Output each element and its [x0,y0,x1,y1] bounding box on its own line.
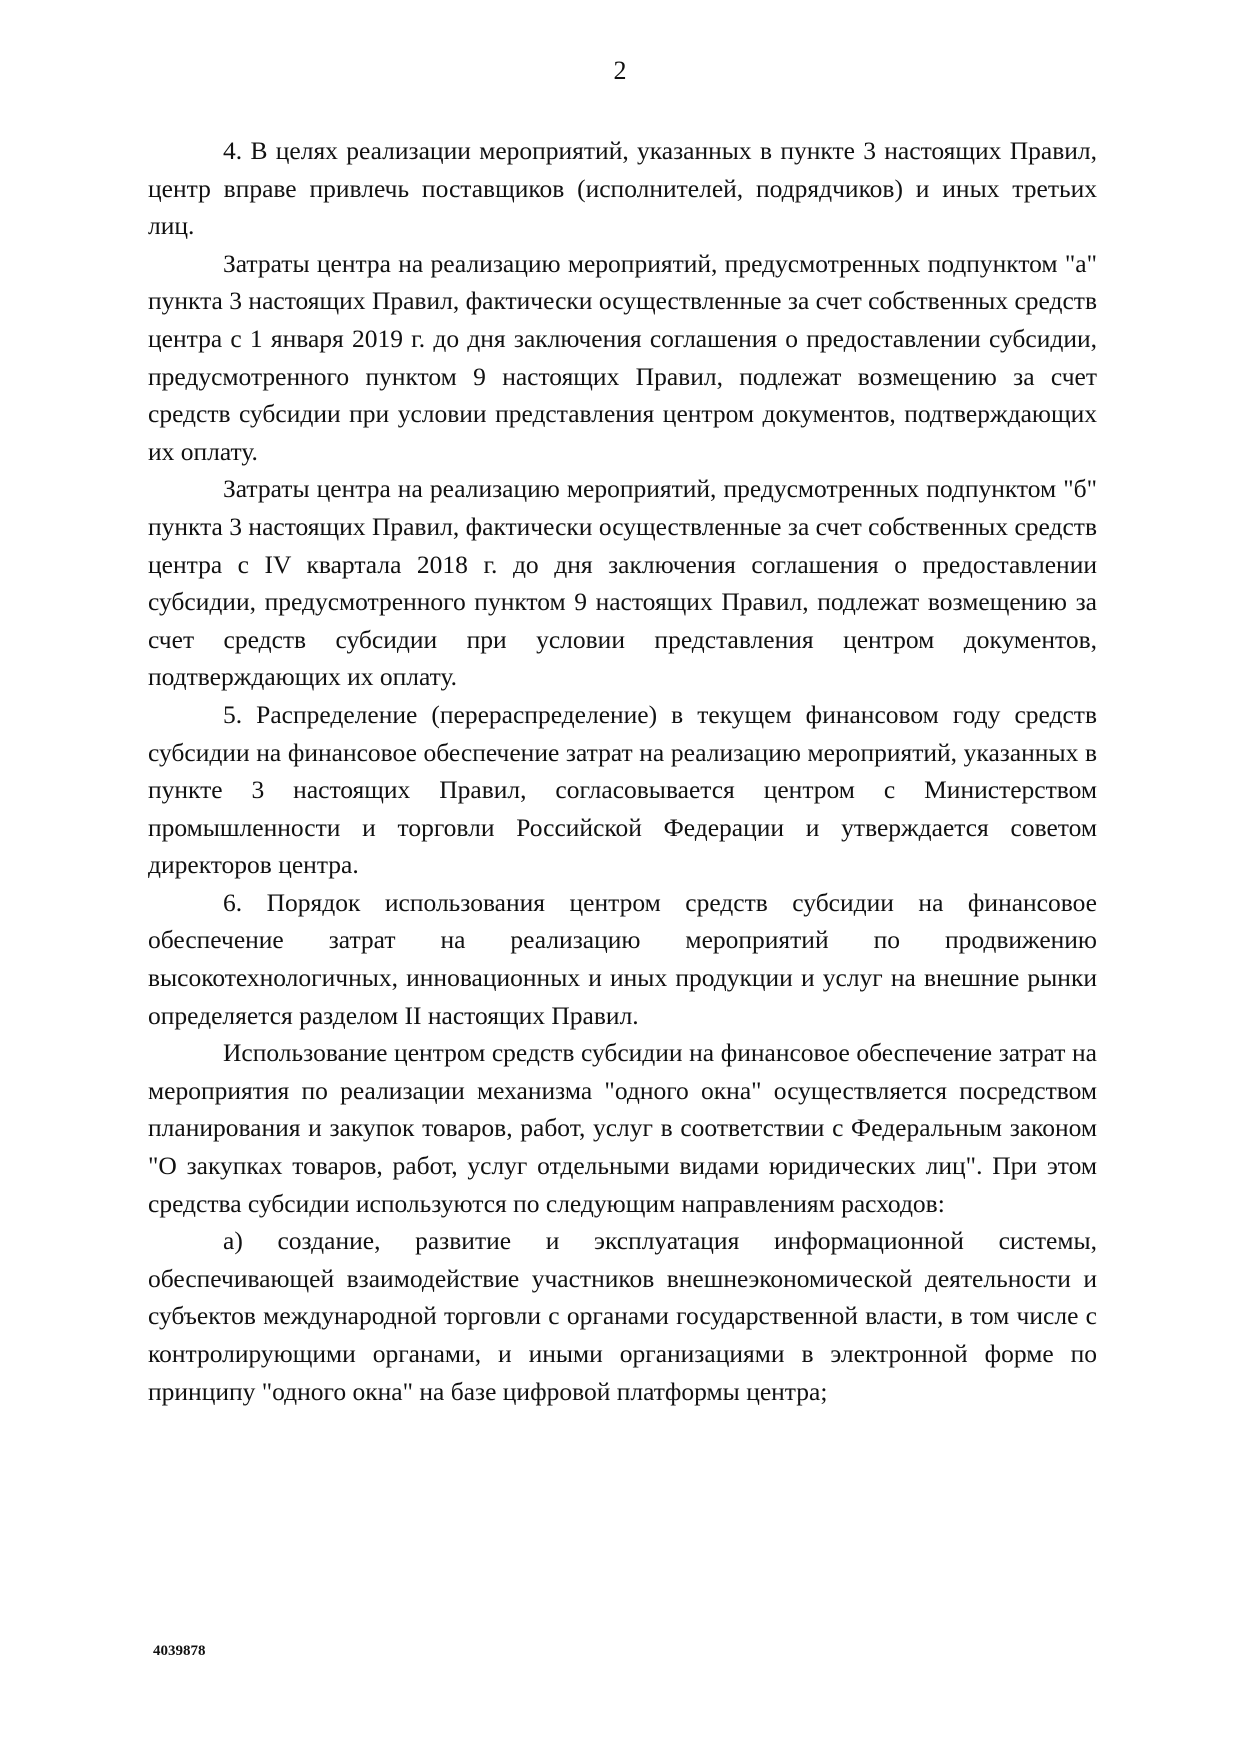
paragraph-costs-subpoint-b: Затраты центра на реализацию мероприятий, предусмотренных подпунктом "б" пункта 3 настоящих Правил, фактически осуществленные за счет собственных средств центра с IV квартала 2018 г. до дня заключения соглашения о предоставлении субсидии, предусмотренного пунктом 9 настоящих Правил, подлежат возмещению за счет средств субсидии при условии представления центром документов, подтверждающих их оплату. [148,474,1097,692]
paragraph-item-5: 5. Распределение (перераспределение) в текущем финансовом году средств субсидии на финансовое обеспечение затрат на реализацию мероприятий, указанных в пункте 3 настоящих Правил, согласовывается центром с Министерством промышленности и торговли Российской Федерации и утверждается советом директоров центра. [148,699,1097,880]
paragraph-item-4: 4. В целях реализации мероприятий, указанных в пункте 3 настоящих Правил, центр вправе привлечь поставщиков (исполнителей, подрядчиков) и иных третьих лиц. [148,136,1097,241]
paragraph-single-window-use: Использование центром средств субсидии на финансовое обеспечение затрат на мероприятия по реализации механизма "одного окна" осуществляется посредством планирования и закупок товаров, работ, услуг в соответствии с Федеральным законом "О закупках товаров, работ, услуг отдельными видами юридических лиц". При этом средства субсидии используются по следующим направлениям расходов: [148,1038,1097,1218]
paragraph-costs-subpoint-a: Затраты центра на реализацию мероприятий, предусмотренных подпунктом "а" пункта 3 настоящих Правил, фактически осуществленные за счет собственных средств центра с 1 января 2019 г. до дня заключения соглашения о предоставлении субсидии, предусмотренного пунктом 9 настоящих Правил, подлежат возмещению за счет средств субсидии при условии представления центром документов, подтверждающих их оплату. [148,248,1097,466]
page-number: 2 [613,56,627,85]
paragraph-subitem-a: а) создание, развитие и эксплуатация информационной системы, обеспечивающей взаимодействие участников внешнеэкономической деятельности и субъектов международной торговли с органами государственной власти, в том числе с контролирующими органами, и иными организациями в электронной форме по принципу "одного окна" на базе цифровой платформы центра; [148,1226,1097,1406]
document-body [148,132,1097,1410]
paragraph-item-6: 6. Порядок использования центром средств субсидии на финансовое обеспечение затрат на реализацию мероприятий по продвижению высокотехнологичных, инновационных и иных продукции и услуг на внешние рынки определяется разделом II настоящих Правил. [148,887,1097,1030]
document-code: 4039878 [153,1643,206,1659]
